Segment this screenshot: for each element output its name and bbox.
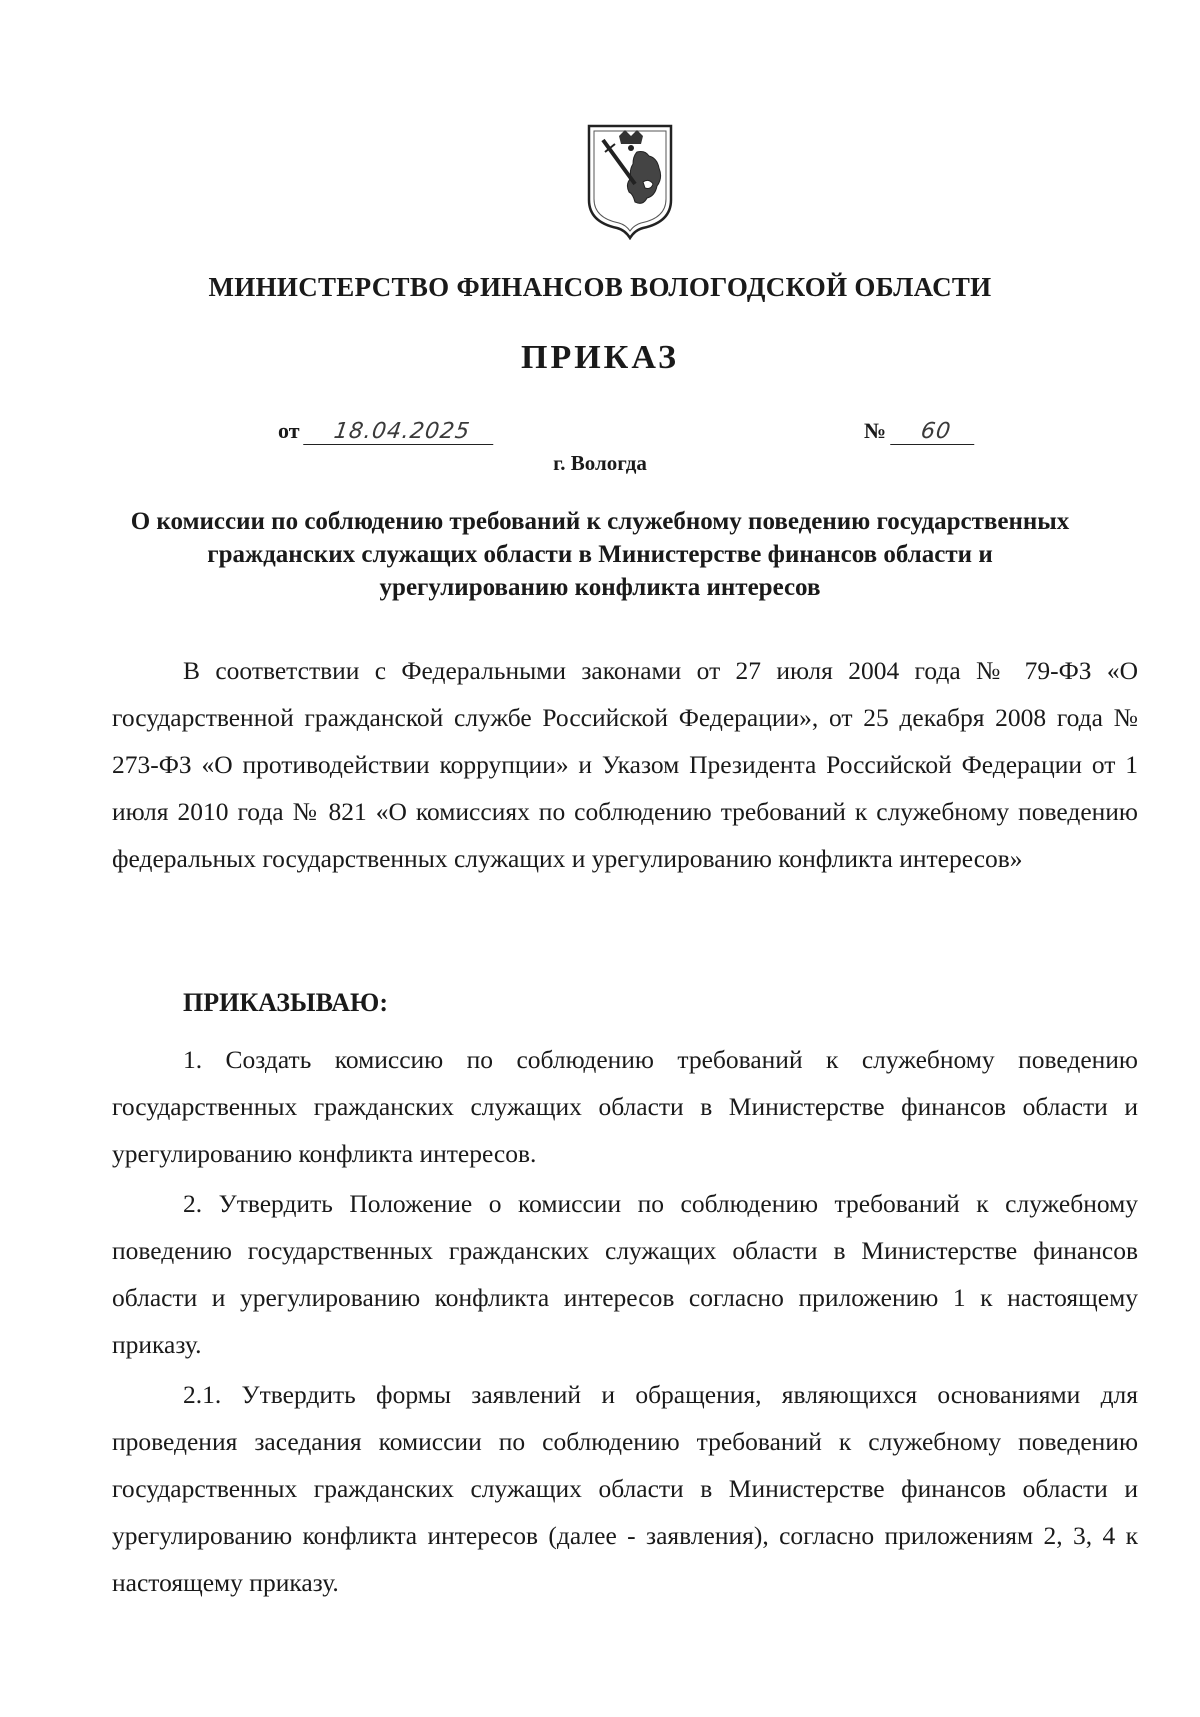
preamble-paragraph: В соответствии с Федеральными законами от 27 июля 2004 года № 79-ФЗ «О государственной гражданской службе Российской Федерации», от 25 декабря 2008 года № 273-ФЗ «О противодействии коррупции» и Указом Президента Российской Федерации от 1 июля 2010 года № 821 «О комиссиях по соблюдению требований к служебному поведению федеральных государственных служащих и урегулированию конфликта интересов» [112,656,1138,873]
number-prefix: № [864,418,887,443]
order-item-1: 1. Создать комиссию по соблюдению требований к служебному поведению государственных гражданских служащих области в Министерстве финансов области и урегулированию конфликта интересов. [112,1045,1138,1168]
coat-of-arms-icon [585,122,675,240]
handwritten-number: 60 [890,419,978,445]
city: г. Вологда [553,451,647,475]
ministry-name: МИНИСТЕРСТВО ФИНАНСОВ ВОЛОГОДСКОЙ ОБЛАСТИ [208,272,992,302]
handwritten-date: 18.04.2025 [303,419,497,445]
order-item-2: 2. Утвердить Положение о комиссии по соблюдению требований к служебному поведению государственных гражданских служащих области в Министерстве финансов области и урегулированию конфликта интересов согласно приложению 1 к настоящему приказу. [112,1189,1138,1359]
order-subject: О комиссии по соблюдению требований к служебному поведению государственных гражданских служащих области в Министерстве финансов области и урегулированию конфликта интересов [130,508,1070,601]
number-line [864,418,976,445]
document-type: ПРИКАЗ [521,339,679,376]
date-prefix: от [278,418,300,443]
order-item-2-1: 2.1. Утвердить формы заявлений и обращения, являющихся основаниями для проведения заседания комиссии по соблюдению требований к служебному поведению государственных гражданских служащих области в Министерстве финансов области и урегулированию конфликта интересов (далее - заявления), согласно приложениям 2, 3, 4 к настоящему приказу. [112,1380,1138,1597]
order-word: ПРИКАЗЫВАЮ: [183,988,388,1017]
date-line [278,418,495,445]
